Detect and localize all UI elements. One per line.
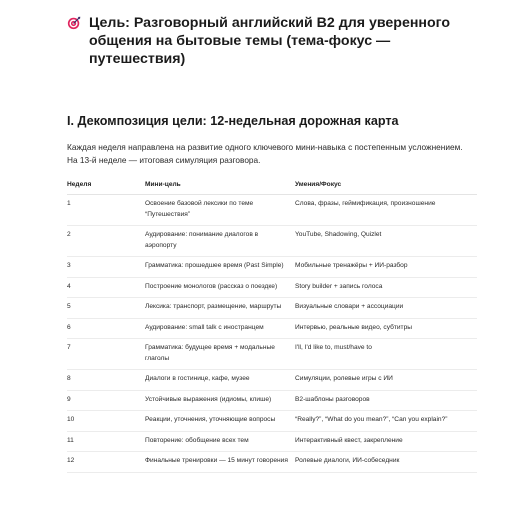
cell-goal: Грамматика: прошедшее время (Past Simple) [145,257,295,278]
table-row [67,298,477,319]
cell-focus: Интерактивный квест, закрепление [295,431,477,452]
cell-week: 12 [67,452,145,473]
cell-focus: B2-шаблоны разговоров [295,390,477,411]
column-header-goal: Мини-цель [145,178,295,195]
cell-goal: Лексика: транспорт, размещение, маршруты [145,298,295,319]
cell-week: 3 [67,257,145,278]
cell-goal: Аудирование: понимание диалогов в аэропорту [145,226,295,257]
cell-focus: Слова, фразы, геймификация, произношение [295,195,477,226]
table-body [67,195,477,473]
table-row [67,390,477,411]
cell-goal: Грамматика: будущее время + модальные глаголы [145,339,295,370]
cell-focus: Интервью, реальные видео, субтитры [295,318,477,339]
cell-focus: “Really?”, “What do you mean?”, “Can you explain?” [295,411,477,432]
table-row [67,339,477,370]
cell-goal: Освоение базовой лексики по теме “Путешествия” [145,195,295,226]
column-header-week: Неделя [67,178,145,195]
section-heading: I. Декомпозиция цели: 12-недельная дорожная карта [67,114,399,128]
page-title-text: Цель: Разговорный английский B2 для уверенного общения на бытовые темы (тема-фокус — путешествия) [89,15,451,67]
cell-goal: Повторение: обобщение всех тем [145,431,295,452]
cell-week: 7 [67,339,145,370]
cell-focus: I'll, I'd like to, must/have to [295,339,477,370]
cell-week: 6 [67,318,145,339]
cell-goal: Устойчивые выражения (идиомы, клише) [145,390,295,411]
table-row [67,370,477,391]
cell-focus: Story builder + запись голоса [295,277,477,298]
intro-paragraph: Каждая неделя направлена на развитие одного ключевого мини-навыка с постепенным усложнением. На 13-й неделе — итоговая симуляция разговора. [67,142,463,165]
table-row [67,257,477,278]
table-row [67,277,477,298]
table-row [67,431,477,452]
cell-goal: Построение монологов (рассказ о поездке) [145,277,295,298]
cell-goal: Аудирование: small talk с иностранцем [145,318,295,339]
cell-focus: Мобильные тренажёры + ИИ-разбор [295,257,477,278]
cell-week: 10 [67,411,145,432]
table-row [67,195,477,226]
cell-week: 11 [67,431,145,452]
cell-week: 4 [67,277,145,298]
cell-week: 9 [67,390,145,411]
page-title [67,14,471,68]
cell-focus: YouTube, Shadowing, Quizlet [295,226,477,257]
table-row [67,452,477,473]
cell-week: 2 [67,226,145,257]
cell-goal: Диалоги в гостинице, кафе, музее [145,370,295,391]
table-row [67,226,477,257]
cell-week: 5 [67,298,145,319]
cell-week: 8 [67,370,145,391]
cell-focus: Визуальные словари + ассоциации [295,298,477,319]
cell-focus: Симуляции, ролевые игры с ИИ [295,370,477,391]
cell-week: 1 [67,195,145,226]
cell-goal: Реакции, уточнения, уточняющие вопросы [145,411,295,432]
table-row [67,411,477,432]
target-icon [67,16,81,30]
table-row [67,318,477,339]
cell-focus: Ролевые диалоги, ИИ-собеседник [295,452,477,473]
column-header-focus: Умения/Фокус [295,178,477,195]
table-header-row [67,178,477,195]
roadmap-table [67,178,477,473]
cell-goal: Финальные тренировки — 15 минут говорения [145,452,295,473]
